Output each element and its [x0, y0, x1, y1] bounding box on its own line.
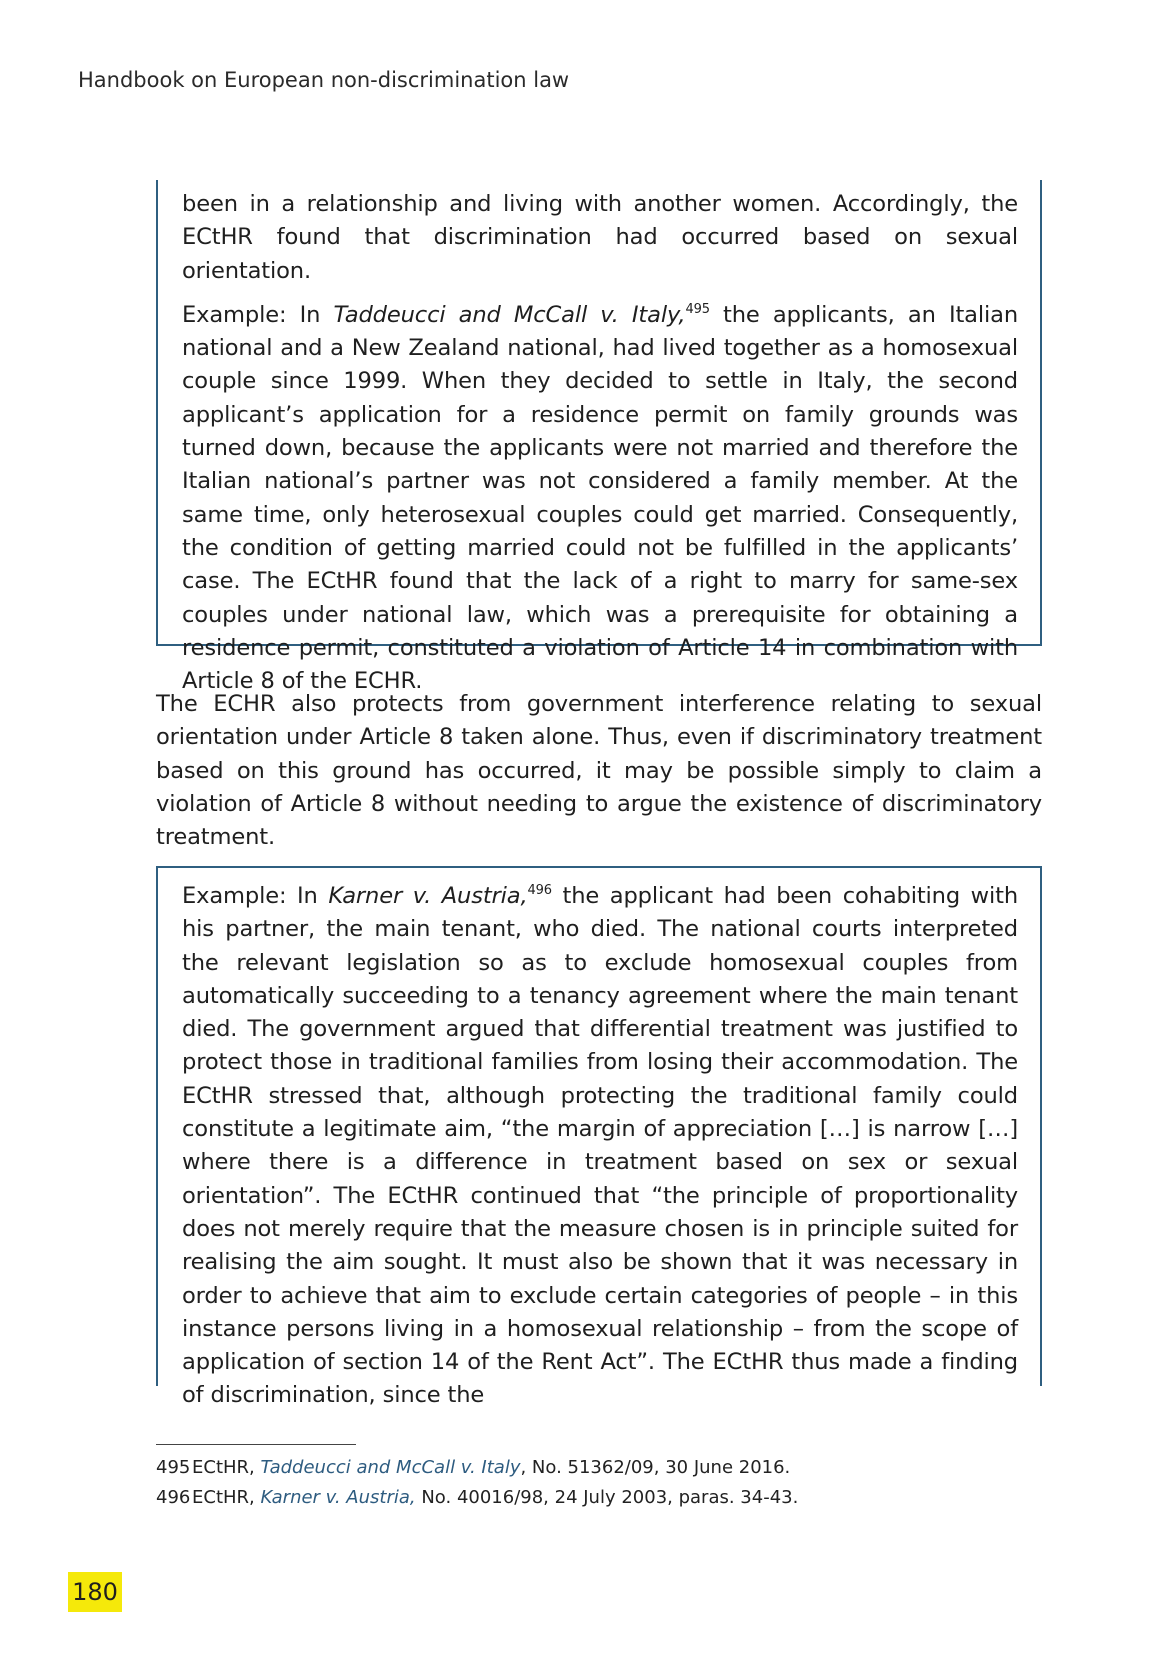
footnote-496 [156, 1483, 798, 1513]
continuation-text: been in a relationship and living with another women. Accordingly, the ECtHR found that discrimination had occurred based on sexual orientation. [182, 191, 1018, 284]
footnotes [156, 1453, 798, 1513]
example-prefix: Example: In [182, 301, 334, 328]
example-paragraph-taddeucci [182, 299, 1018, 699]
footnote-divider [156, 1444, 356, 1445]
case-name: Taddeucci and McCall v. Italy, [333, 301, 686, 328]
case-name: Karner v. Austria, [328, 883, 528, 909]
footnote-prefix: ECtHR, [192, 1487, 261, 1508]
body-paragraph: The ECHR also protects from government interference relating to sexual orientation under Article 8 taken alone. Thus, even if discriminatory treatment based on this ground has occurred, it may be possible simply to claim a violation of Article 8 without needing to argue the existence of discriminatory treatment. [156, 691, 1042, 851]
footnote-suffix: , No. 51362/09, 30 June 2016. [520, 1457, 791, 1478]
example-box-taddeucci [156, 180, 1042, 695]
footnote-ref-495[interactable]: 495 [685, 301, 710, 317]
page-number-badge: 180 [68, 1572, 122, 1612]
footnote-number: 495 [156, 1457, 191, 1478]
example-text: the applicant had been cohabiting with his partner, the main tenant, who died. The national courts interpreted the relevant legislation so as to exclude homosexual couples from automatically succeeding to a tenancy agreement where the main tenant died. The government argued that differential treatment was justified to protect those in traditional families from losing their accommodation. The ECtHR stressed that, although protecting the traditional family could constitute a legitimate aim, “the margin of appreciation […] is narrow […] where there is a difference in treatment based on sex or sexual orientation”. The ECtHR continued that “the principle of proportionality does not merely require that the measure chosen is in principle suited for realising the aim sought. It must also be shown that it was necessary in order to achieve that aim to exclude certain categories of people – in this instance persons living in a homosexual relationship – from the scope of application of section 14 of the Rent Act”. The ECtHR thus made a finding of discrimination, since the [182, 883, 1018, 1409]
example-box-karner [156, 866, 1042, 1409]
footnote-suffix: No. 40016/98, 24 July 2003, paras. 34-43. [415, 1487, 799, 1508]
example-prefix: Example: In [182, 883, 329, 909]
footnote-495 [156, 1453, 798, 1483]
example-text: the applicants, an Italian national and a New Zealand national, had lived together as a homosexual couple since 1999. When they decided to settle in Italy, the second applicant’s application for a residence permit on family grounds was turned down, because the applicants were not married and therefore the Italian national’s partner was not considered a family member. At the same time, only heterosexual couples could get married. Consequently, the condition of getting married could not be fulfilled in the applicants’ case. The ECtHR found that the lack of a right to marry for same-sex couples under national law, which was a prerequisite for obtaining a residence permit, constituted a violation of Article 14 in combination with Article 8 of the ECHR. [182, 301, 1018, 695]
footnote-number: 496 [156, 1487, 191, 1508]
running-header: Handbook on European non-discrimination law [78, 68, 570, 92]
footnote-case-link[interactable]: Taddeucci and McCall v. Italy [260, 1457, 521, 1478]
example-paragraph-karner [182, 880, 1018, 1413]
footnote-case-link[interactable]: Karner v. Austria, [260, 1487, 416, 1508]
footnote-prefix: ECtHR, [192, 1457, 261, 1478]
footnote-ref-496[interactable]: 496 [527, 883, 552, 898]
